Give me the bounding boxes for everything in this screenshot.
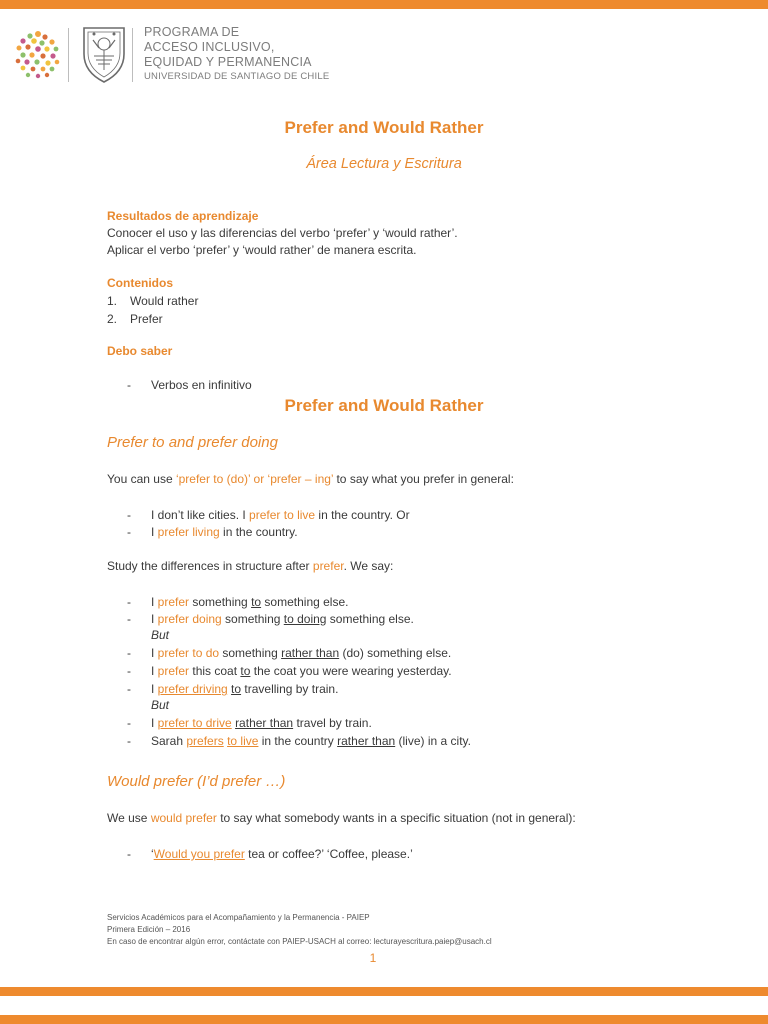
- dash-bullet: -: [127, 378, 131, 392]
- university-name: UNIVERSIDAD DE SANTIAGO DE CHILE: [144, 71, 330, 82]
- dash-bullet: -: [127, 646, 131, 660]
- paragraph: Study the differences in structure after prefer. We say:: [107, 559, 394, 573]
- document-subtitle: Área Lectura y Escritura: [306, 156, 462, 172]
- example-line: I prefer living in the country.: [151, 525, 298, 539]
- but-label: But: [151, 628, 170, 642]
- example-line: I prefer this coat to the coat you were wearing yesterday.: [151, 664, 452, 678]
- but-label: But: [151, 698, 170, 712]
- paragraph: We use would prefer to say what somebody wants in a specific situation (not in general):: [107, 811, 576, 825]
- example-line: I prefer to do something rather than (do) something else.: [151, 646, 452, 660]
- org-line: PROGRAMA DE: [144, 25, 240, 39]
- contenidos-heading: Contenidos: [107, 276, 173, 290]
- bottom-accent-bar: [0, 1015, 768, 1024]
- document-title: Prefer and Would Rather: [284, 118, 484, 137]
- dash-bullet: -: [127, 734, 131, 748]
- dash-bullet: -: [127, 664, 131, 678]
- dash-bullet: -: [127, 716, 131, 730]
- example-line: ‘Would you prefer tea or coffee?’ ‘Coffee, please.’: [151, 847, 413, 861]
- resultados-line: Aplicar el verbo ‘prefer’ y ‘would rather’ de manera escrita.: [107, 243, 417, 257]
- bottom-accent-bar: [0, 987, 768, 996]
- example-line: I prefer to drive rather than travel by train.: [151, 716, 372, 730]
- section-heading-prefer: Prefer to and prefer doing: [107, 434, 278, 451]
- top-accent-bar: [0, 0, 768, 9]
- section-heading-would-prefer: Would prefer (I’d prefer …): [107, 773, 286, 790]
- header-divider: [68, 28, 69, 82]
- list-item: Verbos en infinitivo: [151, 378, 252, 392]
- dash-bullet: -: [127, 595, 131, 609]
- dash-bullet: -: [127, 508, 131, 522]
- footer-line: Servicios Académicos para el Acompañamiento y la Permanencia - PAIEP: [107, 913, 370, 922]
- usach-crest-logo: [80, 24, 128, 84]
- list-item-number: 2.: [107, 312, 118, 326]
- footer-line: Primera Edición – 2016: [107, 925, 191, 934]
- dash-bullet: -: [127, 525, 131, 539]
- organization-name: [144, 25, 329, 83]
- org-line: ACCESO INCLUSIVO,: [144, 40, 275, 54]
- header-divider: [132, 28, 133, 82]
- section-title: Prefer and Would Rather: [284, 396, 484, 415]
- list-item: Prefer: [130, 312, 163, 326]
- example-line: I don’t like cities. I prefer to live in the country. Or: [151, 508, 410, 522]
- example-line: I prefer driving to travelling by train.: [151, 682, 339, 696]
- paragraph: You can use ‘prefer to (do)’ or ‘prefer – ing’ to say what you prefer in general:: [107, 472, 514, 486]
- footer-line: En caso de encontrar algún error, contáctate con PAIEP-USACH al correo: lecturayescritura.paiep@usach.cl: [107, 937, 492, 946]
- dash-bullet: -: [127, 612, 131, 626]
- example-line: I prefer something to something else.: [151, 595, 349, 609]
- debo-saber-heading: Debo saber: [107, 344, 173, 358]
- paiep-tree-logo: [14, 28, 62, 84]
- resultados-heading: Resultados de aprendizaje: [107, 209, 259, 223]
- example-line: I prefer doing something to doing something else.: [151, 612, 414, 626]
- dash-bullet: -: [127, 847, 131, 861]
- resultados-line: Conocer el uso y las diferencias del verbo ‘prefer’ y ‘would rather’.: [107, 226, 458, 240]
- example-line: Sarah prefers to live in the country rather than (live) in a city.: [151, 734, 471, 748]
- org-line: EQUIDAD Y PERMANENCIA: [144, 55, 312, 69]
- list-item: Would rather: [130, 294, 199, 308]
- dash-bullet: -: [127, 682, 131, 696]
- page-number: 1: [369, 951, 377, 965]
- list-item-number: 1.: [107, 294, 118, 308]
